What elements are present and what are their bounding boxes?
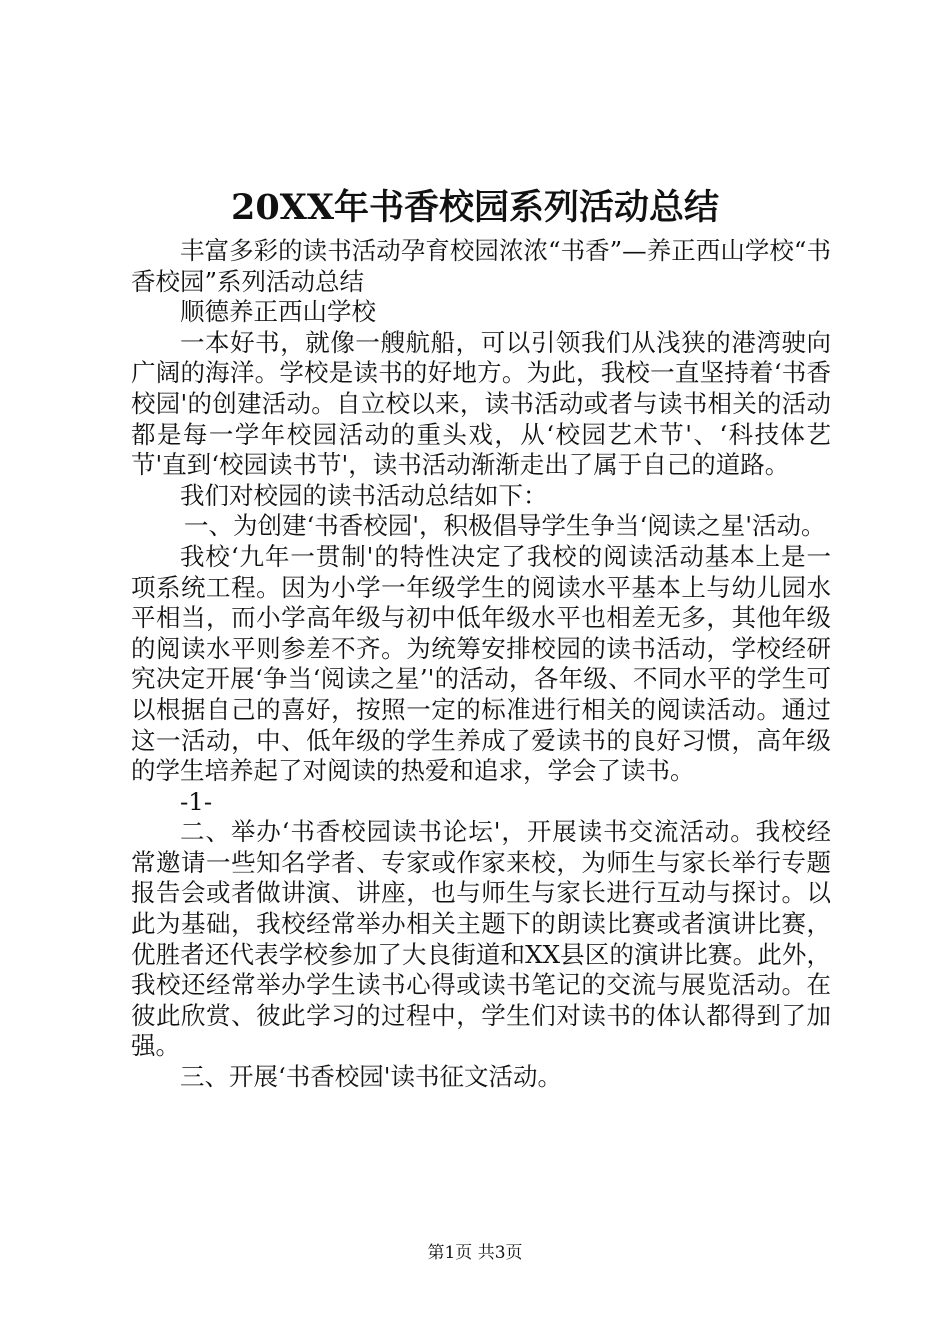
- paragraph-page-marker: -1-: [180, 786, 213, 816]
- paragraph-summary-lead: 我们对校园的读书活动总结如下：: [180, 480, 548, 510]
- paragraph-section-3-heading: 三、开展‘书香校园'读书征文活动。: [180, 1062, 563, 1092]
- document-body: [131, 236, 831, 1093]
- paragraph-section-2: 二、举办‘书香校园读书论坛'，开展读书交流活动。我校经常邀请一些知名学者、专家或作家来校，为师生与家长举行专题报告会或者做讲演、讲座，也与师生与家长进行互动与探讨。以此为基础，我校经常举办相关主题下的朗读比赛或者演讲比赛，优胜者还代表学校参加了大良街道和XX县区的演讲比赛。此外，我校还经常举办学生读书心得或读书笔记的交流与展览活动。在彼此欣赏、彼此学习的过程中，学生们对读书的体认都得到了加强。: [131, 817, 831, 1061]
- document-title: 20XX年书香校园系列活动总结: [230, 187, 720, 228]
- paragraph-intro: 一本好书，就像一艘航船，可以引领我们从浅狭的港湾驶向广阔的海洋。学校是读书的好地方。为此，我校一直坚持着‘书香校园'的创建活动。自立校以来，读书活动或者与读书相关的活动都是每一学年校园活动的重头戏，从‘校园艺术节'、‘科技体艺节'直到‘校园读书节'，读书活动渐渐走出了属于自己的道路。: [131, 327, 831, 480]
- paragraph-section-1-heading: 一、为创建‘书香校园'，积极倡导学生争当‘阅读之星'活动。: [184, 511, 826, 541]
- paragraph-school-name: 顺德养正西山学校: [180, 297, 376, 327]
- paragraph-section-1-body: 我校‘九年一贯制'的特性决定了我校的阅读活动基本上是一项系统工程。因为小学一年级学生的阅读水平基本上与幼儿园水平相当，而小学高年级与初中低年级水平也相差无多，其他年级的阅读水平则参差不齐。为统筹安排校园的读书活动，学校经研究决定开展‘争当‘阅读之星’'的活动，各年级、不同水平的学生可以根据自己的喜好，按照一定的标准进行相关的阅读活动。通过这一活动，中、低年级的学生养成了爱读书的良好习惯，高年级的学生培养起了对阅读的热爱和追求，学会了读书。: [131, 541, 831, 786]
- page-footer: 第1页 共3页: [427, 1243, 523, 1263]
- paragraph-subtitle: 丰富多彩的读书活动孕育校园浓浓“书香”—养正西山学校“书香校园”系列活动总结: [131, 236, 831, 296]
